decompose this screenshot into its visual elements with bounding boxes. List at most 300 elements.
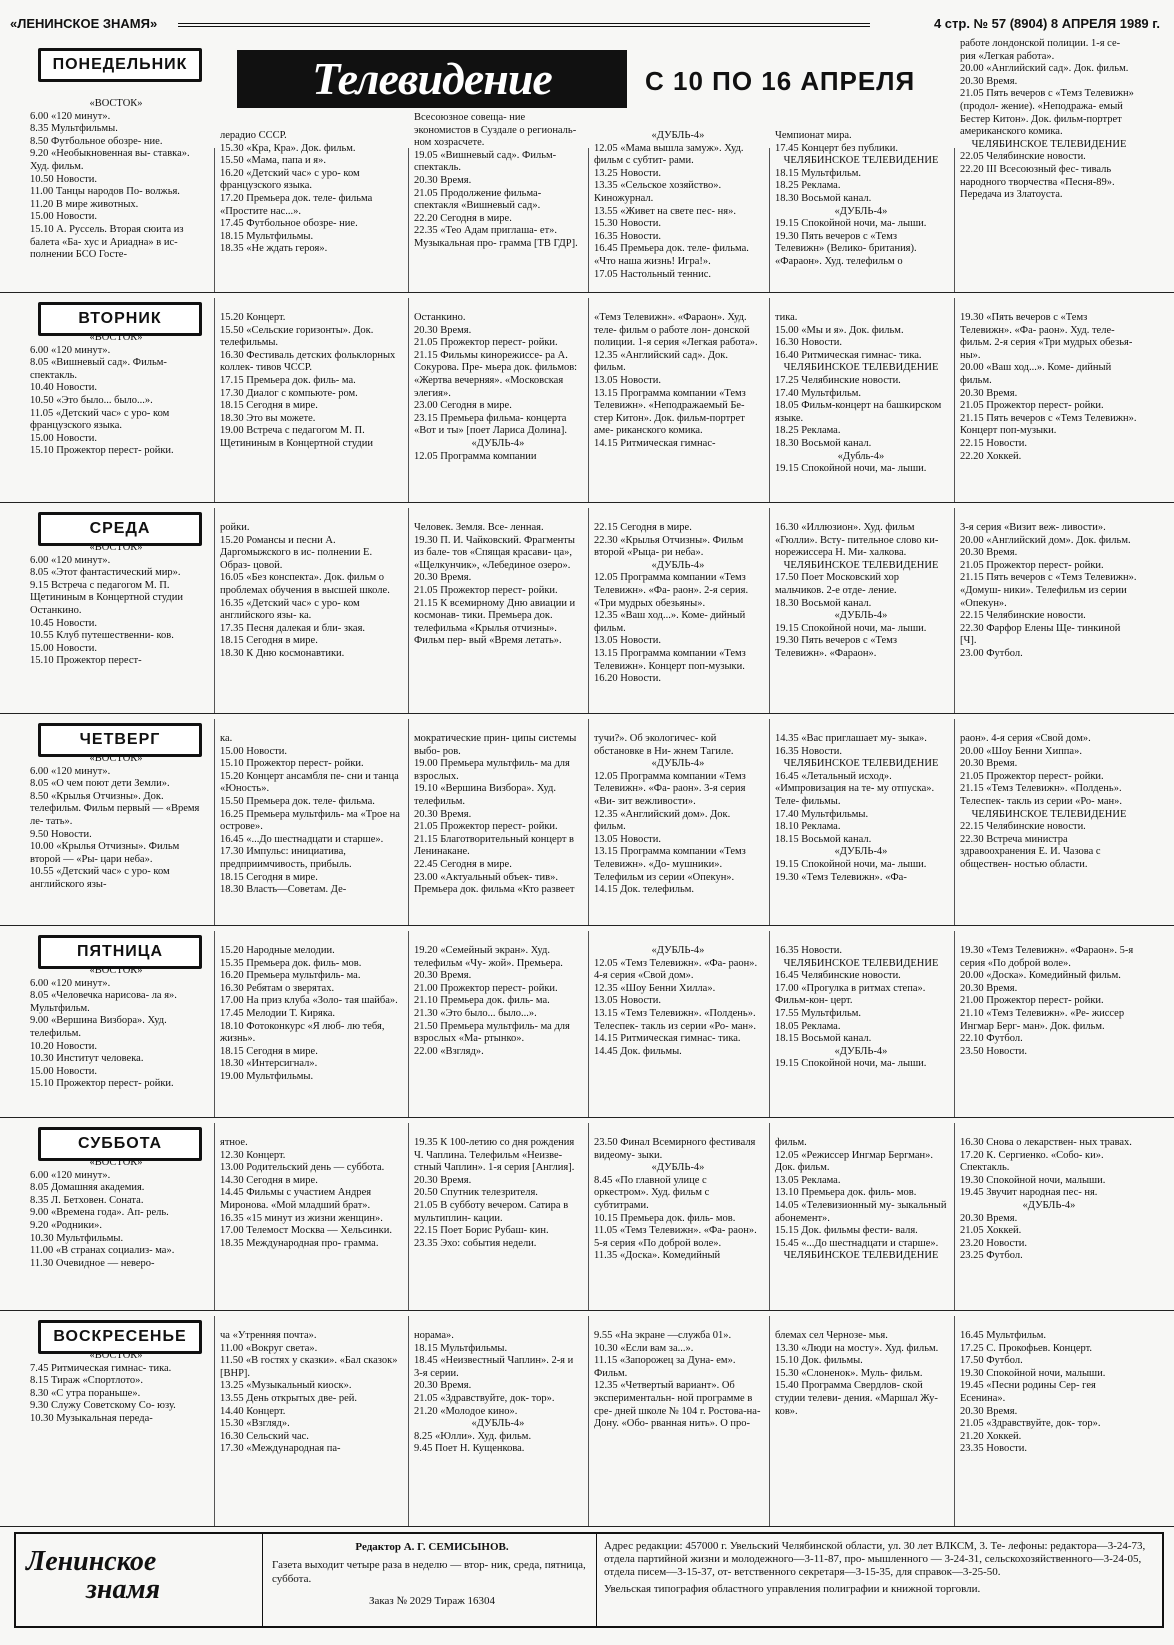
program-entry: 19.35 К 100-летию со дня рождения Ч. Чаплина. Телефильм «Неизве- стный Чаплин». 1-я серия [Англия]. — [414, 1137, 575, 1174]
program-entry: 9.15 Встреча с педагогом М. П. Щетининым в Концертной студии Останкино. — [30, 579, 183, 616]
schedule-column — [220, 945, 400, 1115]
program-entry: 18.30 Восьмой канал. — [775, 437, 872, 449]
program-entry: 8.05 Домашняя академия. — [30, 1182, 145, 1194]
day-name: ПЯТНИЦА — [38, 935, 202, 969]
program-entry: «ВОСТОК» — [89, 542, 143, 553]
program-entry: 6.00 «120 минут». — [30, 1169, 111, 1181]
program-entry: 17.00 «Прогулка в ритмах степа». Фильм-кон- церт. — [775, 982, 926, 1007]
column-divider — [214, 931, 215, 1117]
program-entry: 14.35 «Вас приглашает му- зыка». — [775, 733, 927, 744]
schedule-column — [594, 1330, 762, 1524]
schedule-column — [414, 112, 582, 290]
program-entry: ЧЕЛЯБИНСКОЕ ТЕЛЕВИДЕНИЕ — [783, 957, 939, 969]
program-entry: 19.30 Спокойной ночи, малыши. — [960, 1174, 1106, 1186]
program-entry: 11.15 «Запорожец за Дуна- ем». Фильм. — [594, 1355, 736, 1379]
program-entry: 16.45 «...До шестнадцати и старше». — [220, 833, 384, 845]
schedule-column — [594, 130, 762, 290]
program-entry: 21.00 Прожектор перест- ройки. — [414, 982, 558, 994]
program-entry: 15.00 Новости. — [220, 745, 287, 757]
program-entry: 21.05 Прожектор перест- ройки. — [414, 821, 558, 833]
program-entry: 19.30 Спокойной ночи, малыши. — [960, 1367, 1106, 1379]
program-entry: 17.45 Футбольное обозре- ние. — [220, 218, 358, 230]
program-entry: 16.45 Премьера док. теле- фильма. «Что наша жизнь! Игра!». — [594, 243, 749, 267]
program-entry: 20.30 Время. — [414, 572, 472, 584]
day-section — [0, 713, 1174, 926]
program-entry: 22.15 Челябинские новости. — [960, 821, 1086, 833]
program-entry: 21.10 «Темз Телевижн». «Ре- жиссер Ингмар Берг- ман». Док. фильм. — [960, 1007, 1125, 1032]
program-entry: 22.20 Хоккей. — [960, 450, 1022, 462]
schedule-column — [220, 1137, 400, 1308]
column-divider — [769, 1316, 770, 1526]
program-entry: 12.05 «Мама вышла замуж». Худ. фильм с субтит- рами. — [594, 142, 744, 167]
program-entry: 22.20 Сегодня в мире. — [414, 212, 512, 224]
program-entry: 18.25 Реклама. — [775, 425, 841, 437]
program-entry: 20.30 Время. — [960, 1212, 1018, 1224]
order-line: Заказ № 2029 Тираж 16304 — [368, 1595, 496, 1607]
program-entry: 8.50 «Крылья Отчизны». Док. телефильм. Фильм первый — «Время ле- тать». — [30, 790, 200, 827]
program-entry: 22.30 Фарфор Елены Ще- тинкиной [Ч]. — [960, 622, 1121, 647]
program-entry: 16.25 Премьера мультфиль- ма «Трое на острове». — [220, 808, 400, 833]
program-entry: 11.20 В мире животных. — [30, 198, 139, 210]
program-entry: 17.25 Челябинские новости. — [775, 374, 901, 386]
day-name: ВОСКРЕСЕНЬЕ — [38, 1320, 202, 1354]
program-entry: 19.45 Звучит народная пес- ня. — [960, 1187, 1098, 1199]
program-entry: 21.05 В субботу вечером. Сатира в мультиплин- кации. — [414, 1199, 569, 1224]
program-entry: «ВОСТОК» — [89, 965, 143, 976]
program-entry: 22.00 «Взгляд». — [414, 1045, 484, 1057]
program-entry: ЧЕЛЯБИНСКОЕ ТЕЛЕВИДЕНИЕ — [971, 138, 1127, 150]
program-entry: ройки. — [220, 522, 250, 533]
day-name: ПОНЕДЕЛЬНИК — [38, 48, 202, 82]
program-entry: 15.20 Концерт ансамбля пе- сни и танца «Юность». — [220, 770, 399, 795]
program-entry: 19.00 Встреча с педагогом М. П. Щетининым в Концертной студии — [220, 425, 373, 449]
program-entry: блемах сел Чернозе- мья. — [775, 1330, 888, 1341]
program-entry: 16.30 «Иллюзион». Худ. фильм «Гюлли». Всту- пительное слово ки- норежиссера Н. Ми- халкова. — [775, 522, 939, 559]
program-entry: 12.35 «Английский дом». Док. фильм. — [594, 808, 731, 833]
program-entry: 15.30 «Кра, Кра». Док. фильм. — [220, 142, 356, 154]
column-divider — [588, 508, 589, 713]
program-entry: 13.30 «Люди на мосту». Худ. фильм. — [775, 1342, 939, 1354]
program-entry: ча «Утренняя почта». — [220, 1330, 317, 1341]
program-entry: 19.15 Спокойной ночи, ма- лыши. — [775, 463, 927, 475]
program-entry: «Дубль-4» — [837, 450, 885, 462]
program-entry: «ДУБЛЬ-4» — [834, 610, 888, 622]
program-entry: Всесоюзное совеща- ние экономистов в Суздале о региональ- ном хозрасчете. — [414, 112, 577, 149]
program-entry: 17.40 Мультфильмы. — [775, 808, 869, 820]
program-entry: 21.00 Прожектор перест- ройки. — [960, 995, 1104, 1007]
program-entry: 19.30 «Пять вечеров с «Темз Телевижн». «Фа- раон». Худ. теле- фильм. 2-я серия «Три мудрых обезья- ны». — [960, 312, 1133, 361]
program-entry: 22.15 Новости. — [960, 437, 1027, 449]
program-entry: 23.35 Новости. — [960, 1443, 1027, 1455]
program-entry: 15.00 «Мы и я». Док. фильм. — [775, 324, 904, 336]
column-divider — [954, 148, 955, 292]
program-entry: 19.15 Спокойной ночи, ма- лыши. — [775, 218, 927, 230]
column-divider — [408, 508, 409, 713]
column-divider — [408, 1123, 409, 1310]
program-entry: «ВОСТОК» — [89, 1350, 143, 1361]
address-text: Адрес редакции: 457000 г. Увельский Челябинской области, ул. 30 лет ВЛКСМ, 3. Те- лефоны: редактора—3-24-73, отдела партийной жизни и молодежного—3-11-87, про- мышленного — 3-24-31, сельскохозяйственного—3-24-05, отдела писем—3-15-37, от- ветственного секретаря—3-15-35, для справок—3-25-50. — [604, 1540, 1146, 1578]
schedule-column — [414, 522, 582, 711]
program-entry: 15.10 А. Руссель. Вторая сюита из балета «Ба- хус и Ариадна» в ис- полнении БСО Госте- — [30, 223, 184, 261]
day-name: СУББОТА — [38, 1127, 202, 1161]
program-entry: 14.05 «Телевизионный му- зыкальный абонемент». — [775, 1199, 947, 1224]
program-entry: 21.50 Премьера мультфиль- ма для взрослых «Ма- ртынко». — [414, 1020, 570, 1045]
program-entry: 12.35 «Шоу Бенни Хилла». — [594, 982, 716, 994]
column-divider — [408, 719, 409, 925]
program-entry: 22.20 III Всесоюзный фес- тиваль народного творчества «Песня-89». Передача из Златоуста. — [960, 163, 1115, 201]
day-section — [0, 502, 1174, 714]
paper-logo — [26, 1548, 254, 1608]
program-entry: 21.20 Хоккей. — [960, 1430, 1022, 1442]
program-entry: 21.05 Хоккей. — [960, 1225, 1022, 1237]
program-entry: 13.05 Новости. — [594, 833, 661, 845]
program-entry: тика. — [775, 312, 798, 323]
program-entry: 17.05 Настольный теннис. — [594, 268, 712, 280]
program-entry: 14.45 Фильмы с участием Андрея Миронова. «Мой младший брат». — [220, 1187, 372, 1211]
program-entry: 18.30 Восьмой канал. — [775, 597, 872, 609]
schedule-column — [960, 1330, 1138, 1524]
program-entry: 13.05 Новости. — [594, 635, 661, 647]
program-entry: 6.00 «120 минут». — [30, 554, 111, 566]
footer-divider — [262, 1534, 263, 1626]
logo-line-1: Ленинское — [26, 1546, 157, 1577]
program-entry: 8.50 Футбольное обозре- ние. — [30, 135, 163, 147]
program-entry: 8.05 «Человечка нарисова- ла я». Мультфильм. — [30, 990, 177, 1014]
program-entry: ЧЕЛЯБИНСКОЕ ТЕЛЕВИДЕНИЕ — [971, 808, 1127, 820]
program-entry: 13.55 «Живет на свете пес- ня». — [594, 205, 736, 217]
column-divider — [954, 931, 955, 1117]
program-entry: 16.30 Фестиваль детских фольклорных коллек- тивов ЧССР. — [220, 349, 396, 374]
program-entry: 19.10 «Вершина Визбора». Худ. телефильм. — [414, 783, 557, 807]
column-divider — [214, 719, 215, 925]
program-entry: 12.05 Программа компании — [414, 450, 537, 462]
program-entry: «ДУБЛЬ-4» — [651, 559, 705, 571]
program-entry: 18.10 Реклама. — [775, 821, 841, 833]
program-entry: 19.30 Пять вечеров с «Темз Телевижн» (Велико- британия). «Фараон». Худ. телефильм о — [775, 230, 917, 267]
program-entry: 13.05 Новости. — [594, 995, 661, 1007]
program-entry: «ДУБЛЬ-4» — [651, 1162, 705, 1174]
program-entry: 22.05 Челябинские новости. — [960, 151, 1086, 163]
column-divider — [408, 931, 409, 1117]
column-divider — [214, 1316, 215, 1526]
program-entry: 23.25 Футбол. — [960, 1250, 1023, 1262]
program-entry: 20.30 Время. — [960, 75, 1018, 87]
column-divider — [769, 931, 770, 1117]
program-entry: 19.05 «Вишневый сад». Фильм-спектакль. — [414, 149, 557, 174]
schedule-column — [220, 733, 400, 923]
program-entry: 8.30 «С утра пораньше». — [30, 1387, 141, 1399]
program-entry: лерадио СССР. — [220, 130, 287, 141]
program-entry: 13.25 Новости. — [594, 167, 661, 179]
program-entry: 23.20 Новости. — [960, 1237, 1027, 1249]
schedule-column — [775, 1330, 947, 1524]
schedule-column — [775, 945, 947, 1115]
program-entry: 19.15 Спокойной ночи, ма- лыши. — [775, 622, 927, 634]
program-entry: 9.55 «На экране —служба 01». — [594, 1330, 732, 1341]
program-entry: 13.15 Программа компании «Темз Телевижн». Концерт поп-музыки. — [594, 647, 746, 672]
program-entry: 11.05 «Детский час» с уро- ком французского языка. — [30, 407, 170, 432]
schedule-column — [30, 1157, 202, 1308]
schedule-column — [30, 332, 202, 500]
program-entry: 12.35 «Четвертый вариант». Об экспериментальн- ной программе в сре- дней школе № 104 г. Ростова-на-Дону. «Обо- рванная нить». О про- — [594, 1380, 761, 1430]
program-entry: 11.00 Танцы народов По- волжья. — [30, 186, 180, 198]
schedule-column — [594, 522, 762, 711]
program-entry: 20.30 Время. — [414, 808, 472, 820]
program-entry: 17.25 С. Прокофьев. Концерт. — [960, 1342, 1093, 1354]
program-entry: 21.05 «Здравствуйте, док- тор». — [960, 1418, 1101, 1430]
program-entry: норама». — [414, 1330, 454, 1341]
tv-header-title: Телевидение — [237, 50, 627, 108]
column-divider — [588, 719, 589, 925]
program-entry: 9.20 «Родники». — [30, 1219, 102, 1231]
program-entry: 12.35 «Ваш ход...». Коме- дийный фильм. — [594, 610, 746, 634]
program-entry: Останкино. — [414, 312, 466, 323]
program-entry: 10.45 Новости. — [30, 617, 97, 629]
column-divider — [588, 298, 589, 502]
program-entry: 15.50 «Сельские горизонты». Док. телефильмы. — [220, 324, 374, 349]
program-entry: 17.30 Импульс: инициатива, предприимчивость, прибыль. — [220, 846, 352, 870]
program-entry: 18.15 Восьмой канал. — [775, 1033, 872, 1045]
program-entry: 22.45 Сегодня в мире. — [414, 858, 512, 870]
schedule-column — [594, 945, 762, 1115]
printer-line: Увельская типография областного управления полиграфии и книжной торговли. — [604, 1583, 981, 1595]
program-entry: 18.15 Сегодня в мире. — [220, 1045, 318, 1057]
program-entry: 16.35 Новости. — [775, 745, 842, 757]
program-entry: 11.50 «В гостях у сказки». «Бал сказок» [ВНР]. — [220, 1355, 398, 1379]
program-entry: 8.35 Мультфильмы. — [30, 123, 118, 135]
program-entry: 15.10 Прожектор перест- ройки. — [220, 758, 364, 770]
program-entry: 21.05 Прожектор перест- ройки. — [414, 337, 558, 349]
program-entry: 16.20 Премьера мультфиль- ма. — [220, 970, 361, 982]
schedule-column — [960, 522, 1138, 711]
program-entry: 8.15 Тираж «Спортлото». — [30, 1375, 144, 1387]
program-entry: 6.00 «120 минут». — [30, 765, 111, 777]
column-divider — [954, 1316, 955, 1526]
program-entry: 13.10 Премьера док. филь- мов. — [775, 1187, 917, 1199]
program-entry: 18.15 Мультфильм. — [775, 167, 862, 179]
program-entry: 13.05 Новости. — [594, 374, 661, 386]
footer-divider — [596, 1534, 597, 1626]
schedule-column — [220, 1330, 400, 1524]
program-entry: 12.35 «Английский сад». Док. фильм. — [594, 349, 729, 374]
program-entry: 23.00 Сегодня в мире. — [414, 400, 512, 412]
program-entry: 22.15 Сегодня в мире. — [594, 522, 692, 533]
program-entry: 20.30 Время. — [414, 1174, 472, 1186]
program-entry: 18.15 Сегодня в мире. — [220, 635, 318, 647]
program-entry: 17.30 Диалог с компьюте- ром. — [220, 387, 358, 399]
program-entry: 16.30 Сельский час. — [220, 1430, 309, 1442]
program-entry: 6.00 «120 минут». — [30, 977, 111, 989]
program-entry: 23.15 Премьера фильма- концерта «Вот и ты» [поет Лариса Долина]. — [414, 412, 567, 437]
column-divider — [769, 508, 770, 713]
program-entry: 14.15 Ритмическая гимнас- — [594, 437, 716, 449]
program-entry: 14.15 Док. телефильм. — [594, 884, 695, 896]
program-entry: 21.15 К всемирному Дню авиации и космонав- тики. Премьера док. телефильма «Крылья отчизны». Фильм пер- вый «Время летать». — [414, 597, 576, 647]
program-entry: 19.20 «Семейный экран». Худ. телефильм «Чу- жой». Премьера. — [414, 945, 563, 969]
program-entry: 17.15 Премьера док. филь- ма. — [220, 374, 356, 386]
program-entry: 14.30 Сегодня в мире. — [220, 1174, 318, 1186]
program-entry: 15.50 Премьера док. теле- фильма. — [220, 795, 375, 807]
program-entry: 18.45 «Неизвестный Чаплин». 2-я и 3-я серии. — [414, 1355, 574, 1379]
program-entry: 15.15 Док. фильмы фести- валя. — [775, 1225, 918, 1237]
footer-editorial — [272, 1540, 592, 1608]
program-entry: 18.35 «Не ждать героя». — [220, 243, 328, 255]
program-entry: «ДУБЛЬ-4» — [471, 437, 525, 449]
program-entry: 15.45 «...До шестнадцати и старше». — [775, 1237, 939, 1249]
column-divider — [954, 298, 955, 502]
program-entry: 19.30 «Темз Телевижн». «Фараон». 5-я серия «По доброй воле». — [960, 945, 1134, 969]
editor-line: Редактор А. Г. СЕМИСЫНОВ. — [355, 1541, 509, 1553]
program-entry: 15.20 Романсы и песни А. Даргомыжского в ис- полнении Е. Образ- цовой. — [220, 534, 373, 571]
program-entry: 15.10 Прожектор перест- — [30, 655, 142, 667]
program-entry: 8.05 «Вишневый сад». Фильм-спектакль. — [30, 357, 167, 381]
program-entry: 21.15 Пять вечеров с «Темз Телевижн». Концерт поп-музыки. — [960, 412, 1137, 437]
program-entry: «ДУБЛЬ-4» — [471, 1418, 525, 1430]
schedule-column — [960, 312, 1138, 500]
program-entry: 21.15 «Темз Телевижн». «Полдень». Телеспек- такль из серии «Ро- ман». — [960, 783, 1123, 807]
column-divider — [588, 931, 589, 1117]
schedule-column — [775, 522, 947, 711]
program-entry: «ДУБЛЬ-4» — [651, 945, 705, 956]
program-entry: 13.15 Программа компании «Темз Телевижн». «Неподражаемый Бе- стер Китон». Док. фильм-портрет аме- риканского комика. — [594, 387, 746, 437]
schedule-column — [220, 312, 400, 500]
program-entry: 13.15 «Темз Телевижн». «Полдень». Телеспек- такль из серии «Ро- ман». — [594, 1007, 757, 1032]
program-entry: 10.30 «Если вам за...». — [594, 1342, 694, 1354]
program-entry: ЧЕЛЯБИНСКОЕ ТЕЛЕВИДЕНИЕ — [783, 362, 939, 374]
program-entry: 10.50 «Это было... было...». — [30, 394, 153, 406]
program-entry: 3-я серия «Визит веж- ливости». — [960, 522, 1106, 533]
program-entry: 13.35 «Сельское хозяйство». Киножурнал. — [594, 180, 722, 204]
program-entry: 13.15 Программа компании «Темз Телевижн». «До- мушники». Телефильм из серии «Опекун». — [594, 846, 746, 883]
program-entry: 15.20 Концерт. — [220, 312, 286, 323]
program-entry: 18.25 Реклама. — [775, 180, 841, 192]
schedule-column — [594, 1137, 762, 1308]
program-entry: 16.35 «Детский час» с уро- ком английского язы- ка. — [220, 597, 360, 622]
program-entry: 7.45 Ритмическая гимнас- тика. — [30, 1362, 172, 1374]
program-entry: 20.00 «Английский сад». Док. фильм. — [960, 63, 1129, 75]
program-entry: тучи?». Об экологичес- кой обстановке в Ни- жнем Тагиле. — [594, 733, 734, 757]
program-entry: 21.15 Благотворительный концерт в Ленинакане. — [414, 833, 574, 858]
program-entry: 19.15 Спокойной ночи, ма- лыши. — [775, 1058, 927, 1070]
schedule-column — [414, 312, 582, 500]
program-entry: 20.30 Время. — [960, 547, 1018, 559]
program-entry: 18.30 К Дню космонавтики. — [220, 647, 345, 659]
program-entry: 20.30 Время. — [960, 758, 1018, 770]
program-entry: 19.30 Пять вечеров с «Темз Телевижн». «Фараон». — [775, 635, 897, 659]
program-entry: 18.30 Это вы можете. — [220, 412, 316, 424]
program-entry: 23.50 Новости. — [960, 1045, 1027, 1057]
program-entry: 15.10 Док. фильмы. — [775, 1355, 863, 1367]
program-entry: 19.00 Мультфильмы. — [220, 1070, 314, 1082]
program-entry: 15.00 Новости. — [30, 211, 97, 223]
program-entry: 16.40 Ритмическая гимнас- тика. — [775, 349, 922, 361]
program-entry: 8.35 Л. Бетховен. Соната. — [30, 1194, 144, 1206]
column-divider — [408, 298, 409, 502]
schedule-column — [414, 945, 582, 1115]
schedule-column — [960, 38, 1138, 290]
program-entry: 15.00 Новости. — [30, 1065, 97, 1077]
program-entry: Чемпионат мира. — [775, 130, 852, 141]
schedule-column — [960, 1137, 1138, 1308]
program-entry: 13.00 Родительский день — суббота. — [220, 1162, 385, 1174]
program-entry: 16.45 Мультфильм. — [960, 1330, 1047, 1341]
program-entry: «ДУБЛЬ-4» — [834, 846, 888, 858]
program-entry: 15.20 Народные мелодии. — [220, 945, 335, 956]
schedule-column — [30, 98, 202, 290]
program-entry: 12.05 «Темз Телевижн». «Фа- раон». 4-я серия «Свой дом». — [594, 957, 758, 982]
program-entry: 20.30 Время. — [960, 982, 1018, 994]
program-entry: 21.05 Пять вечеров с «Темз Телевижн» (продол- жение). «Неподража- емый Бестер Китон». Док. фильм-портрет американского комика. — [960, 88, 1134, 138]
program-entry: 21.10 Премьера док. филь- ма. — [414, 995, 550, 1007]
program-entry: 16.35 Новости. — [594, 230, 661, 242]
program-entry: 8.45 «По главной улице с оркестром». Худ. фильм с субтитрами. — [594, 1174, 710, 1211]
program-entry: 20.00 «Ваш ход...». Коме- дийный фильм. — [960, 362, 1112, 386]
day-section — [0, 38, 1174, 293]
column-divider — [769, 1123, 770, 1310]
program-entry: 6.00 «120 минут». — [30, 110, 111, 122]
schedule-column — [775, 1137, 947, 1308]
program-entry: «ДУБЛЬ-4» — [651, 758, 705, 770]
program-entry: 10.30 Институт человека. — [30, 1053, 144, 1065]
program-entry: 10.00 «Крылья Отчизны». Фильм второй — «Ры- цари неба». — [30, 841, 180, 865]
program-entry: 10.55 «Детский час» с уро- ком английского язы- — [30, 866, 170, 890]
program-entry: 19.30 «Темз Телевижн». «Фа- — [775, 871, 907, 883]
program-entry: 9.30 Служу Советскому Со- юзу. — [30, 1400, 176, 1412]
tv-header-dates: С 10 ПО 16 АПРЕЛЯ — [645, 66, 916, 96]
schedule-column — [414, 733, 582, 923]
day-name: ВТОРНИК — [38, 302, 202, 336]
column-divider — [214, 298, 215, 502]
program-entry: 15.00 Новости. — [30, 432, 97, 444]
program-entry: 12.30 Концерт. — [220, 1149, 286, 1161]
schedule-column — [775, 733, 947, 923]
schedule-column — [220, 522, 400, 711]
schedule-column — [30, 965, 202, 1115]
program-entry: 17.00 На приз клуба «Золо- тая шайба». — [220, 995, 398, 1007]
program-entry: «ДУБЛЬ-4» — [1022, 1199, 1076, 1211]
program-entry: ятное. — [220, 1137, 248, 1148]
program-entry: 21.05 Прожектор перест- ройки. — [960, 400, 1104, 412]
program-entry: 15.30 Новости. — [594, 218, 661, 230]
program-entry: мократические прин- ципы системы выбо- ров. — [414, 733, 577, 757]
program-entry: 20.30 Время. — [960, 387, 1018, 399]
program-entry: «ВОСТОК» — [89, 753, 143, 764]
program-entry: 19.45 «Песни родины Сер- гея Есенина». — [960, 1380, 1096, 1404]
program-entry: 11.30 Очевидное — неверо- — [30, 1257, 155, 1269]
paper-name: «ЛЕНИНСКОЕ ЗНАМЯ» — [10, 16, 158, 31]
program-entry: 16.35 Новости. — [775, 945, 842, 956]
program-entry: 21.05 Прожектор перест- ройки. — [414, 584, 558, 596]
program-entry: 11.05 «Темз Телевижн». «Фа- раон». 5-я серия «По доброй воле». — [594, 1225, 757, 1249]
program-entry: 18.35 Международная про- грамма. — [220, 1237, 379, 1249]
program-entry: ЧЕЛЯБИНСКОЕ ТЕЛЕВИДЕНИЕ — [783, 559, 939, 571]
day-section — [0, 1310, 1174, 1527]
program-entry: 21.05 Продолжение фильма- спектакля «Вишневый сад». — [414, 187, 542, 212]
program-entry: ЧЕЛЯБИНСКОЕ ТЕЛЕВИДЕНИЕ — [783, 758, 939, 770]
day-section — [0, 1117, 1174, 1311]
program-entry: 10.50 Новости. — [30, 173, 97, 185]
column-divider — [769, 719, 770, 925]
program-entry: 23.50 Финал Всемирного фестиваля видеому- зыки. — [594, 1137, 756, 1161]
program-entry: 9.00 «Времена года». Ап- рель. — [30, 1207, 169, 1219]
program-entry: 22.15 Челябинские новости. — [960, 610, 1086, 622]
day-section — [0, 925, 1174, 1118]
program-entry: 18.10 Фотоконкурс «Я люб- лю тебя, жизнь». — [220, 1020, 385, 1045]
program-entry: 16.45 «Летальный исход». «Импровизация на те- му отпуска». Теле- фильмы. — [775, 770, 935, 807]
program-entry: 21.05 Прожектор перест- ройки. — [960, 770, 1104, 782]
program-entry: 18.30 Власть—Советам. Де- — [220, 884, 347, 896]
program-entry: 16.30 Снова о лекарствен- ных травах. — [960, 1137, 1132, 1148]
